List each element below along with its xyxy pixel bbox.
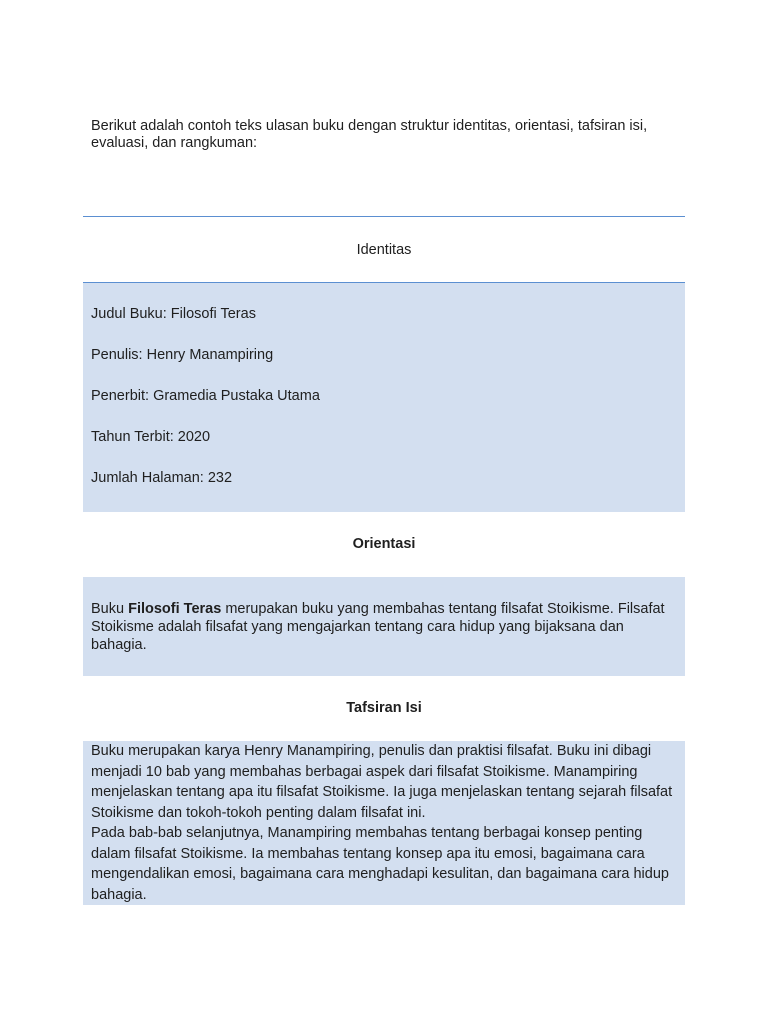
tafsiran-cell xyxy=(83,741,685,905)
identitas-halaman: Jumlah Halaman: 232 xyxy=(91,470,233,486)
orientasi-prefix: Buku xyxy=(91,601,129,617)
orientasi-book-title: Filosofi Teras xyxy=(128,601,222,617)
identitas-tahun: Tahun Terbit: 2020 xyxy=(91,429,211,445)
tafsiran-header: Tafsiran Isi xyxy=(346,700,422,716)
table-top-rule xyxy=(83,216,685,217)
orientasi-paragraph xyxy=(91,600,677,654)
tafsiran-paragraph-2: Pada bab-bab selanjutnya, Manampiring membahas tentang berbagai konsep penting dalam filsafat Stoikisme. Ia membahas tentang konsep apa itu emosi, bagaimana cara mengendalikan emosi, bagaimana cara menghadapi kesulitan, dan bagaimana cara hidup bahagia. xyxy=(91,825,669,903)
identitas-penulis: Penulis: Henry Manampiring xyxy=(91,347,274,363)
identitas-header: Identitas xyxy=(356,242,412,258)
orientasi-rest: merupakan buku yang membahas tentang filsafat Stoikisme. Filsafat Stoikisme adalah filsafat yang mengajarkan tentang cara hidup yang bijaksana dan bahagia. xyxy=(91,601,665,653)
identitas-cell xyxy=(83,283,685,512)
tafsiran-body xyxy=(91,741,677,905)
orientasi-header: Orientasi xyxy=(352,536,416,552)
identitas-penerbit: Penerbit: Gramedia Pustaka Utama xyxy=(91,388,320,404)
tafsiran-paragraph-1: Buku merupakan karya Henry Manampiring, penulis dan praktisi filsafat. Buku ini dibagi menjadi 10 bab yang membahas berbagai aspek dari filsafat Stoikisme. Manampiring menjelaskan tentang apa itu filsafat Stoikisme. Ia juga menjelaskan tentang sejarah filsafat Stoikisme dan tokoh-tokoh penting dalam filsafat ini. xyxy=(91,743,673,821)
intro-text: Berikut adalah contoh teks ulasan buku dengan struktur identitas, orientasi, tafsiran isi, evaluasi, dan rangkuman: xyxy=(91,118,648,151)
orientasi-cell xyxy=(83,577,685,676)
identitas-judul: Judul Buku: Filosofi Teras xyxy=(91,306,256,322)
